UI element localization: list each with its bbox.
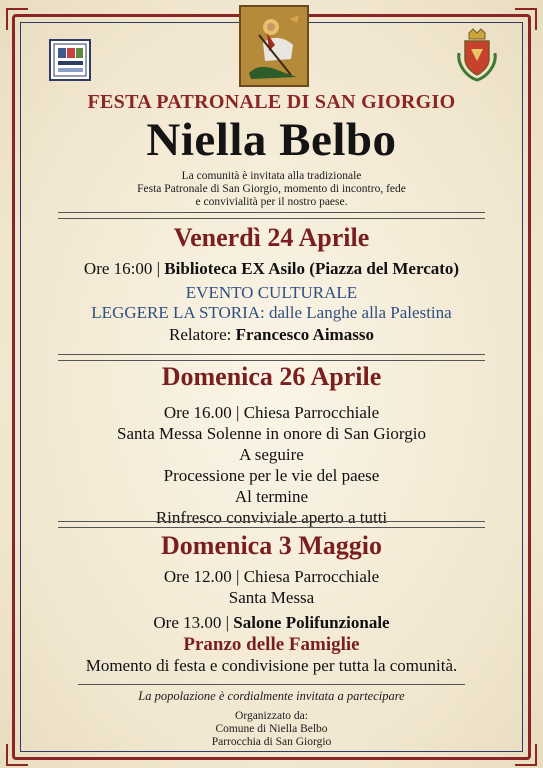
day1-title: Venerdì 24 Aprile <box>173 223 370 252</box>
day2-title: Domenica 26 Aprile <box>161 362 382 391</box>
divider <box>58 354 485 361</box>
day1-event-type: EVENTO CULTURALE <box>185 283 358 302</box>
corner-ornament <box>6 8 28 30</box>
day1-speaker <box>0 325 543 345</box>
organizers <box>0 710 543 749</box>
day3-line: Ore 12.00 | Chiesa Parrocchiale <box>163 567 380 586</box>
day3-title: Domenica 3 Maggio <box>161 531 382 560</box>
lunch-description: Momento di festa e condivisione per tutta la comunità. <box>85 656 458 675</box>
intro-line: e convivialità per il nostro paese. <box>195 196 348 208</box>
day2-line: Ore 16.00 | Chiesa Parrocchiale <box>163 403 380 422</box>
day2-line: Al termine <box>234 487 309 506</box>
organizer-municipality: Comune di Niella Belbo <box>215 723 328 735</box>
speaker-name: Francesco Aimasso <box>235 325 374 344</box>
day2-line: Rinfresco conviviale aperto a tutti <box>155 508 388 527</box>
festa-title: FESTA PATRONALE DI SAN GIORGIO <box>87 91 456 113</box>
coat-of-arms-icon <box>455 27 499 82</box>
day1-event-title: LEGGERE LA STORIA: dalle Langhe alla Palestina <box>91 303 452 322</box>
day2-program <box>0 402 543 528</box>
day1-time: Ore 16:00 | <box>83 259 161 278</box>
intro-line: La comunità è invitata alla tradizionale <box>181 170 362 182</box>
lunch-title: Pranzo delle Famiglie <box>183 634 360 655</box>
divider <box>58 521 485 528</box>
intro-line: Festa Patronale di San Giorgio, momento di incontro, fede <box>137 183 406 195</box>
day1-time-place <box>0 259 543 279</box>
town-name: Niella Belbo <box>146 114 397 166</box>
day2-line: Processione per le vie del paese <box>163 466 380 485</box>
day3-lunch-time-place <box>0 613 543 633</box>
day1-place: Biblioteca EX Asilo (Piazza del Mercato) <box>164 259 460 278</box>
speaker-label: Relatore: <box>169 325 232 344</box>
municipal-logo-icon <box>49 39 91 81</box>
day3-line: Santa Messa <box>228 588 315 607</box>
corner-ornament <box>515 8 537 30</box>
day2-line: Santa Messa Solenne in onore di San Giorgio <box>117 424 426 443</box>
divider <box>58 212 485 219</box>
lunch-place: Salone Polifunzionale <box>233 613 390 632</box>
invite-text: La popolazione è cordialmente invitata a partecipare <box>138 689 405 703</box>
organized-by-label: Organizzato da: <box>235 710 308 722</box>
saint-george-icon <box>239 5 309 87</box>
lunch-time: Ore 13.00 | <box>153 613 230 632</box>
day3-program <box>0 566 543 608</box>
day2-line: A seguire <box>239 445 304 464</box>
divider <box>78 684 465 685</box>
intro-text <box>0 170 543 209</box>
organizer-parish: Parrocchia di San Giorgio <box>211 736 332 748</box>
